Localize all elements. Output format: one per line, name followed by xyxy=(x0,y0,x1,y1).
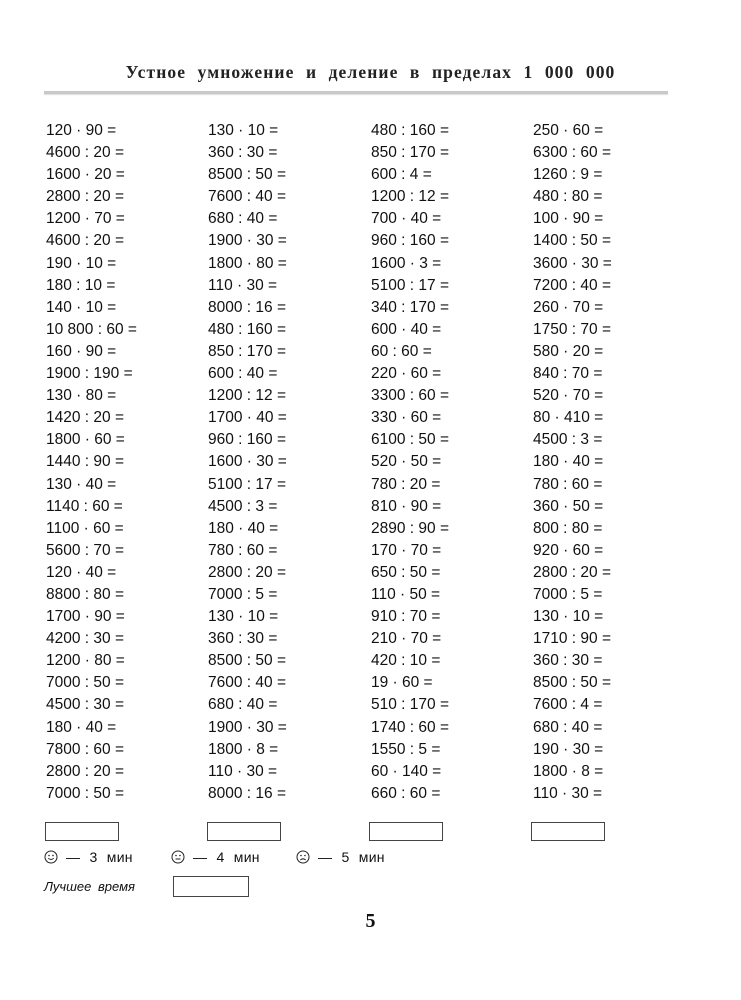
exercise-item: 1140 : 60 = xyxy=(46,497,123,515)
exercise-column-3 xyxy=(371,120,449,805)
exercise-item: 910 : 70 = xyxy=(371,608,441,626)
exercise-item: 7800 : 60 = xyxy=(46,740,124,758)
exercise-item: 520 · 70 = xyxy=(533,387,604,405)
page-number: 5 xyxy=(365,910,376,932)
exercise-item: 1700 · 90 = xyxy=(46,608,125,626)
exercise-item: 680 : 40 = xyxy=(208,696,278,714)
exercise-item: 1740 : 60 = xyxy=(371,718,449,736)
exercise-item: 2800 : 20 = xyxy=(46,188,124,206)
exercise-item: 19 · 60 = xyxy=(371,674,433,692)
exercise-item: 1800 · 60 = xyxy=(46,431,125,449)
exercise-item: 8000 : 16 = xyxy=(208,784,286,802)
exercise-item: 1200 · 70 = xyxy=(46,210,125,228)
exercise-item: 4500 : 30 = xyxy=(46,696,124,714)
exercise-item: 360 · 50 = xyxy=(533,497,604,515)
exercise-item: 780 : 60 = xyxy=(208,541,278,559)
exercise-item: 480 : 80 = xyxy=(533,188,603,206)
exercise-item: 130 · 10 = xyxy=(208,122,279,139)
exercise-item: 7600 : 4 = xyxy=(533,696,603,714)
legend-item-4-min xyxy=(171,849,260,865)
exercise-item: 170 · 70 = xyxy=(371,541,442,559)
exercise-item: 1200 : 12 = xyxy=(208,387,286,405)
exercise-item: 110 · 50 = xyxy=(371,585,441,603)
exercise-item: 920 · 60 = xyxy=(533,541,604,559)
exercise-item: 7000 : 50 = xyxy=(46,784,124,802)
exercise-item: 680 : 40 = xyxy=(208,210,278,228)
exercise-item: 7600 : 40 = xyxy=(208,674,286,692)
exercise-item: 260 · 70 = xyxy=(533,298,604,316)
exercise-item: 2800 : 20 = xyxy=(46,762,124,780)
exercise-item: 1600 · 20 = xyxy=(46,166,125,184)
exercise-item: 520 · 50 = xyxy=(371,453,442,471)
exercise-column-4 xyxy=(533,120,612,805)
exercise-item: 1900 : 190 = xyxy=(46,365,133,383)
exercise-item: 600 · 40 = xyxy=(371,320,442,338)
exercise-item: 810 · 90 = xyxy=(371,497,442,515)
exercise-item: 4200 : 30 = xyxy=(46,630,124,648)
exercise-item: 360 : 30 = xyxy=(208,144,278,162)
exercise-item: 5100 : 17 = xyxy=(371,276,449,294)
exercise-item: 1800 · 80 = xyxy=(208,254,287,272)
exercise-item: 1800 · 8 = xyxy=(208,740,279,758)
exercise-item: 3600 · 30 = xyxy=(533,254,612,272)
exercise-item: 1440 : 90 = xyxy=(46,453,124,471)
exercise-item: 510 : 170 = xyxy=(371,696,449,714)
exercise-item: 4600 : 20 = xyxy=(46,144,124,162)
exercise-item: 1200 : 12 = xyxy=(371,188,449,206)
exercise-item: 680 : 40 = xyxy=(533,718,603,736)
exercise-item: 3300 : 60 = xyxy=(371,387,449,405)
time-box-column-2[interactable] xyxy=(207,822,281,841)
exercise-item: 110 · 30 = xyxy=(208,762,278,780)
exercise-item: 130 · 10 = xyxy=(208,608,279,626)
best-time-box[interactable] xyxy=(173,876,249,897)
exercise-item: 180 · 40 = xyxy=(533,453,604,471)
exercise-item: 1400 : 50 = xyxy=(533,232,611,250)
exercise-item: 120 · 40 = xyxy=(46,563,117,581)
exercise-item: 140 · 10 = xyxy=(46,298,117,316)
exercise-item: 60 · 140 = xyxy=(371,762,442,780)
legend-item-3-min xyxy=(44,849,133,865)
legend-text: — 4 мин xyxy=(193,849,260,865)
exercise-item: 8800 : 80 = xyxy=(46,585,124,603)
exercise-item: 130 · 80 = xyxy=(46,387,117,405)
exercise-item: 7600 : 40 = xyxy=(208,188,286,206)
legend-text: — 3 мин xyxy=(66,849,133,865)
exercise-item: 6100 : 50 = xyxy=(371,431,449,449)
exercise-item: 1710 : 90 = xyxy=(533,630,611,648)
neutral-face-icon xyxy=(171,850,185,864)
exercise-item: 190 · 30 = xyxy=(533,740,604,758)
legend-text: — 5 мин xyxy=(318,849,385,865)
exercise-item: 8500 : 50 = xyxy=(208,652,286,670)
exercise-item: 250 · 60 = xyxy=(533,122,604,139)
exercise-item: 4500 : 3 = xyxy=(208,497,278,515)
exercise-item: 600 : 4 = xyxy=(371,166,432,184)
exercise-column-1 xyxy=(46,120,137,805)
time-box-column-1[interactable] xyxy=(45,822,119,841)
exercise-item: 110 · 30 = xyxy=(533,784,603,802)
exercise-item: 210 · 70 = xyxy=(371,630,442,648)
exercise-item: 480 : 160 = xyxy=(208,320,286,338)
exercise-item: 1750 : 70 = xyxy=(533,320,611,338)
exercise-item: 4600 : 20 = xyxy=(46,232,124,250)
exercise-item: 180 · 40 = xyxy=(46,718,117,736)
exercise-item: 8500 : 50 = xyxy=(533,674,611,692)
exercise-item: 1700 · 40 = xyxy=(208,409,287,427)
smile-face-icon xyxy=(44,850,58,864)
exercise-item: 1600 · 30 = xyxy=(208,453,287,471)
exercise-item: 360 : 30 = xyxy=(533,652,603,670)
exercise-item: 1200 · 80 = xyxy=(46,652,125,670)
exercise-item: 60 : 60 = xyxy=(371,342,432,360)
exercise-item: 7000 : 5 = xyxy=(208,585,278,603)
exercise-item: 2890 : 90 = xyxy=(371,519,449,537)
exercise-item: 180 : 10 = xyxy=(46,276,116,294)
exercise-item: 4500 : 3 = xyxy=(533,431,603,449)
exercise-item: 5100 : 17 = xyxy=(208,475,286,493)
time-box-column-3[interactable] xyxy=(369,822,443,841)
exercise-item: 780 : 20 = xyxy=(371,475,441,493)
exercise-item: 160 · 90 = xyxy=(46,342,117,360)
exercise-item: 1900 · 30 = xyxy=(208,718,287,736)
best-time-label: Лучшее время xyxy=(44,879,135,894)
time-box-column-4[interactable] xyxy=(531,822,605,841)
exercise-item: 120 · 90 = xyxy=(46,122,117,139)
exercise-item: 600 : 40 = xyxy=(208,365,278,383)
exercise-item: 7200 : 40 = xyxy=(533,276,611,294)
exercise-item: 780 : 60 = xyxy=(533,475,603,493)
exercise-item: 130 · 10 = xyxy=(533,608,604,626)
exercise-item: 2800 : 20 = xyxy=(208,563,286,581)
exercise-column-2 xyxy=(208,120,287,805)
exercise-item: 7000 : 50 = xyxy=(46,674,124,692)
page-title: Устное умножение и деление в пределах 1 000 000 xyxy=(125,62,616,82)
exercise-item: 960 : 160 = xyxy=(371,232,449,250)
exercise-item: 5600 : 70 = xyxy=(46,541,124,559)
exercise-item: 220 · 60 = xyxy=(371,365,442,383)
exercise-item: 190 · 10 = xyxy=(46,254,117,272)
exercise-item: 110 · 30 = xyxy=(208,276,278,294)
exercise-item: 2800 : 20 = xyxy=(533,563,611,581)
exercise-item: 360 : 30 = xyxy=(208,630,278,648)
exercise-item: 80 · 410 = xyxy=(533,409,604,427)
exercise-item: 650 : 50 = xyxy=(371,563,441,581)
exercise-item: 800 : 80 = xyxy=(533,519,603,537)
exercise-item: 580 · 20 = xyxy=(533,342,604,360)
exercise-item: 840 : 70 = xyxy=(533,365,603,383)
exercise-item: 960 : 160 = xyxy=(208,431,286,449)
exercise-item: 850 : 170 = xyxy=(208,342,286,360)
exercise-item: 6300 : 60 = xyxy=(533,144,611,162)
exercise-item: 1100 · 60 = xyxy=(46,519,124,537)
exercise-item: 660 : 60 = xyxy=(371,784,441,802)
sad-face-icon xyxy=(296,850,310,864)
exercise-item: 8000 : 16 = xyxy=(208,298,286,316)
exercise-item: 700 · 40 = xyxy=(371,210,442,228)
exercise-item: 1420 : 20 = xyxy=(46,409,124,427)
exercise-item: 1900 · 30 = xyxy=(208,232,287,250)
exercise-item: 330 · 60 = xyxy=(371,409,442,427)
legend-item-5-min xyxy=(296,849,385,865)
exercise-item: 7000 : 5 = xyxy=(533,585,603,603)
exercise-item: 100 · 90 = xyxy=(533,210,604,228)
title-underline xyxy=(44,91,668,94)
exercise-item: 180 · 40 = xyxy=(208,519,279,537)
exercise-item: 1260 : 9 = xyxy=(533,166,603,184)
exercise-item: 480 : 160 = xyxy=(371,122,449,139)
exercise-item: 10 800 : 60 = xyxy=(46,320,137,338)
exercise-item: 1550 : 5 = xyxy=(371,740,441,758)
exercise-item: 420 : 10 = xyxy=(371,652,441,670)
exercise-item: 1600 · 3 = xyxy=(371,254,442,272)
exercise-item: 850 : 170 = xyxy=(371,144,449,162)
exercise-item: 130 · 40 = xyxy=(46,475,117,493)
exercise-item: 340 : 170 = xyxy=(371,298,449,316)
exercise-item: 8500 : 50 = xyxy=(208,166,286,184)
exercise-item: 1800 · 8 = xyxy=(533,762,604,780)
